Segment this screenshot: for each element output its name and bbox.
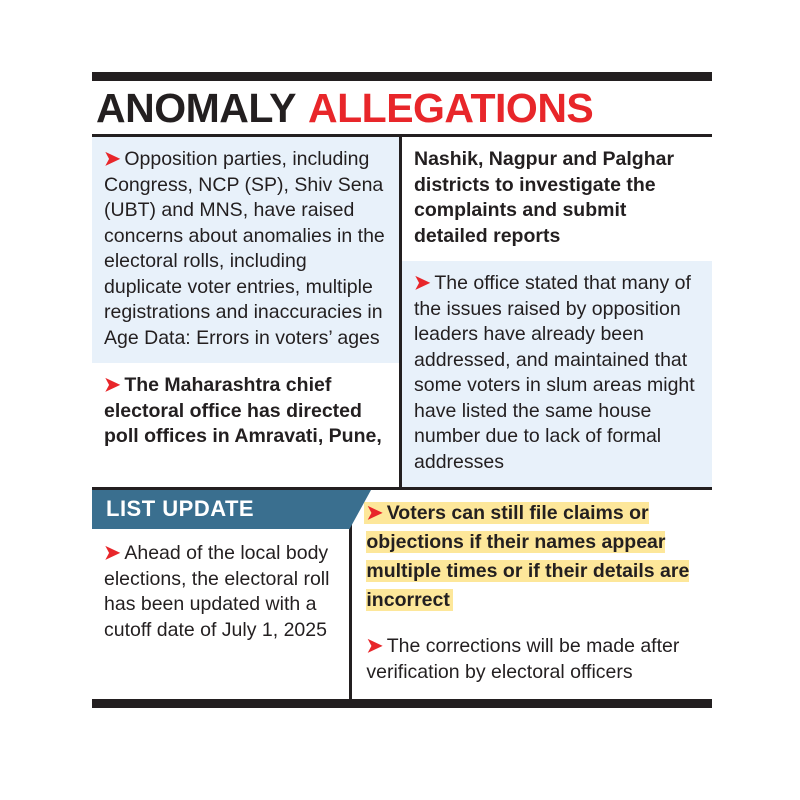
paragraph-text: The office stated that many of the issues raised by opposition leaders have already been addressed, and maintained that some voters in slum areas might have listed the same house number due to lack of formal addresses bbox=[414, 272, 695, 473]
list-update-block bbox=[92, 529, 349, 655]
list-update-column bbox=[92, 490, 352, 699]
bullet-paragraph bbox=[104, 373, 387, 450]
arrow-bullet-icon: ➤ bbox=[414, 272, 431, 295]
right-block-two bbox=[402, 261, 712, 487]
highlighted-text bbox=[366, 502, 689, 611]
main-body bbox=[92, 137, 712, 490]
bullet-paragraph bbox=[104, 541, 337, 643]
arrow-bullet-icon: ➤ bbox=[104, 148, 121, 171]
paragraph-text: The corrections will be made after verification by electoral officers bbox=[366, 635, 680, 683]
paragraph-text: The Maharashtra chief electoral office has directed poll offices in Amravati, Pune, bbox=[104, 374, 382, 448]
bullet-paragraph bbox=[104, 147, 387, 351]
headline-word-anomaly: ANOMALY bbox=[96, 85, 296, 131]
claims-column bbox=[352, 490, 712, 699]
corrections-block bbox=[352, 628, 712, 699]
headline-word-allegations: ALLEGATIONS bbox=[308, 85, 594, 131]
section-label-list-update: LIST UPDATE bbox=[92, 490, 349, 529]
arrow-bullet-icon: ➤ bbox=[104, 542, 121, 565]
paragraph-text: Opposition parties, including Congress, NCP (SP), Shiv Sena (UBT) and MNS, have raised concerns about anomalies in the electoral rolls, including duplicate voter entries, multiple registrations and inaccuracies in Age Data: Errors in voters’ ages bbox=[104, 148, 385, 349]
arrow-bullet-icon: ➤ bbox=[366, 635, 383, 658]
arrow-bullet-icon: ➤ bbox=[104, 374, 121, 397]
paragraph-text: Nashik, Nagpur and Palghar districts to investigate the complaints and submit detailed reports bbox=[414, 148, 675, 247]
infographic bbox=[92, 72, 712, 708]
bullet-paragraph bbox=[414, 271, 700, 475]
bullet-paragraph bbox=[366, 634, 700, 685]
right-block-one bbox=[402, 137, 712, 261]
paragraph-continuation bbox=[414, 147, 700, 249]
bullet-paragraph bbox=[366, 500, 700, 616]
right-column bbox=[402, 137, 712, 487]
lower-section bbox=[92, 490, 712, 708]
left-block-one bbox=[92, 137, 399, 363]
left-block-two bbox=[92, 363, 399, 462]
highlight-block bbox=[352, 490, 712, 628]
top-divider bbox=[92, 72, 712, 81]
page-title bbox=[92, 81, 712, 134]
arrow-bullet-icon: ➤ bbox=[366, 502, 383, 525]
left-column bbox=[92, 137, 402, 487]
paragraph-text: Voters can still file claims or objections if their names appear multiple times or if their details are incorrect bbox=[366, 502, 690, 612]
paragraph-text: Ahead of the local body elections, the electoral roll has been updated with a cutoff date of July 1, 2025 bbox=[104, 542, 330, 641]
